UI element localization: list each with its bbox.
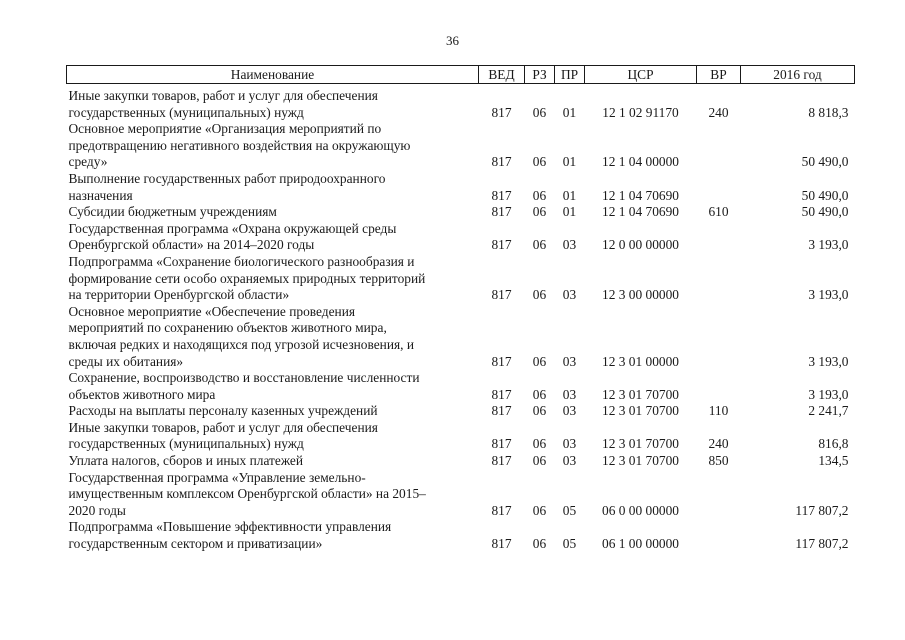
table-row <box>67 470 855 520</box>
header-pr: ПР <box>555 66 585 84</box>
row-rz: 06 <box>532 287 547 303</box>
row-ved: 817 <box>491 154 512 170</box>
row-amount: 3 193,0 <box>808 237 849 253</box>
row-rz: 06 <box>532 154 547 170</box>
row-csr: 12 3 01 70700 <box>602 436 679 452</box>
table-row <box>67 420 855 453</box>
row-name-line: Подпрограмма «Сохранение биологического разнообразия и <box>68 253 415 269</box>
row-name-line: государственных (муниципальных) нужд <box>68 104 304 120</box>
row-name <box>67 121 479 171</box>
row-pr: 01 <box>562 154 577 170</box>
row-ved: 817 <box>491 386 512 402</box>
table-row <box>67 121 855 171</box>
row-name <box>67 304 479 370</box>
row-rz: 06 <box>532 204 547 220</box>
row-name-line: Расходы на выплаты персоналу казенных учреждений <box>68 403 378 419</box>
row-ved: 817 <box>491 353 512 369</box>
row-ved: 817 <box>491 453 512 469</box>
row-vr <box>697 221 741 254</box>
table-row <box>67 453 855 470</box>
row-rz: 06 <box>532 436 547 452</box>
row-name-line: объектов животного мира <box>68 386 216 402</box>
table-row <box>67 304 855 370</box>
row-amount: 50 490,0 <box>801 204 849 220</box>
row-name <box>67 171 479 204</box>
row-name-line: назначения <box>68 187 133 203</box>
row-name <box>67 453 479 470</box>
row-name-line: Основное мероприятие «Организация мероприятий по <box>68 121 382 137</box>
row-pr: 03 <box>562 287 577 303</box>
row-rz: 06 <box>532 403 547 419</box>
header-rz: РЗ <box>525 66 555 84</box>
row-vr <box>697 171 741 204</box>
row-ved: 817 <box>491 237 512 253</box>
row-ved: 817 <box>491 536 512 552</box>
table-row <box>67 403 855 420</box>
row-amount: 2 241,7 <box>808 403 849 419</box>
table-row <box>67 204 855 221</box>
row-rz: 06 <box>532 536 547 552</box>
row-vr <box>697 254 741 304</box>
table-row <box>67 370 855 403</box>
header-year: 2016 год <box>741 66 855 84</box>
row-pr: 05 <box>562 536 577 552</box>
row-name-line: предотвращению негативного воздействия на окружающую <box>68 137 411 153</box>
row-name-line: имущественным комплексом Оренбургской области» на 2015– <box>68 486 426 502</box>
row-rz: 06 <box>532 237 547 253</box>
row-csr: 12 3 01 70700 <box>602 453 679 469</box>
row-vr <box>697 519 741 552</box>
header-name: Наименование <box>67 66 479 84</box>
row-name-line: государственным сектором и приватизации» <box>68 536 323 552</box>
row-ved: 817 <box>491 403 512 419</box>
row-name-line: Выполнение государственных работ природоохранного <box>68 170 386 186</box>
row-pr: 03 <box>562 353 577 369</box>
row-name-line: мероприятий по сохранению объектов животного мира, <box>68 320 387 336</box>
row-pr: 03 <box>562 237 577 253</box>
row-vr <box>697 121 741 171</box>
row-name-line: Подпрограмма «Повышение эффективности управления <box>68 519 392 535</box>
row-amount: 134,5 <box>818 453 849 469</box>
table-header <box>67 66 855 84</box>
row-amount: 3 193,0 <box>808 386 849 402</box>
row-name-line: государственных (муниципальных) нужд <box>68 436 304 452</box>
row-csr: 12 0 00 00000 <box>602 237 679 253</box>
row-name-line: Государственная программа «Охрана окружающей среды <box>68 220 397 236</box>
row-name <box>67 254 479 304</box>
table-row <box>67 84 855 122</box>
row-name-line: Иные закупки товаров, работ и услуг для обеспечения <box>68 419 378 435</box>
row-csr: 12 1 02 91170 <box>602 104 679 120</box>
row-vr <box>697 304 741 370</box>
row-amount: 3 193,0 <box>808 353 849 369</box>
row-name <box>67 420 479 453</box>
row-vr: 610 <box>708 204 729 220</box>
row-name-line: Субсидии бюджетным учреждениям <box>68 204 277 220</box>
row-name-line: Иные закупки товаров, работ и услуг для обеспечения <box>68 88 378 103</box>
row-pr: 03 <box>562 436 577 452</box>
row-pr: 01 <box>562 204 577 220</box>
row-name-line: Уплата налогов, сборов и иных платежей <box>68 453 304 469</box>
row-pr: 03 <box>562 386 577 402</box>
row-ved: 817 <box>491 104 512 120</box>
row-pr: 05 <box>562 502 577 518</box>
row-vr: 240 <box>708 104 729 120</box>
header-ved: ВЕД <box>479 66 525 84</box>
row-csr: 12 1 04 70690 <box>602 204 679 220</box>
header-vr: ВР <box>697 66 741 84</box>
row-rz: 06 <box>532 386 547 402</box>
row-name-line: 2020 годы <box>68 502 126 518</box>
row-name <box>67 204 479 221</box>
row-name-line: формирование сети особо охраняемых природных территорий <box>68 270 426 286</box>
row-name-line: Оренбургской области» на 2014–2020 годы <box>68 237 315 253</box>
row-amount: 50 490,0 <box>801 154 849 170</box>
row-name-line: Основное мероприятие «Обеспечение проведения <box>68 303 356 319</box>
row-ved: 817 <box>491 502 512 518</box>
row-vr: 850 <box>708 453 729 469</box>
row-amount: 117 807,2 <box>795 536 849 552</box>
row-pr: 03 <box>562 453 577 469</box>
row-pr: 03 <box>562 403 577 419</box>
table-body <box>67 84 855 553</box>
row-name <box>67 403 479 420</box>
row-csr: 12 3 01 70700 <box>602 403 679 419</box>
row-name <box>67 221 479 254</box>
row-ved: 817 <box>491 204 512 220</box>
row-rz: 06 <box>532 502 547 518</box>
row-name-line: включая редких и находящихся под угрозой исчезновения, и <box>68 336 415 352</box>
row-csr: 06 0 00 00000 <box>602 502 679 518</box>
row-amount: 816,8 <box>818 436 849 452</box>
row-amount: 3 193,0 <box>808 287 849 303</box>
row-name <box>67 84 479 122</box>
row-vr <box>697 470 741 520</box>
row-pr: 01 <box>562 104 577 120</box>
row-name-line: среду» <box>68 154 108 170</box>
row-csr: 06 1 00 00000 <box>602 536 679 552</box>
row-amount: 8 818,3 <box>808 104 849 120</box>
row-rz: 06 <box>532 104 547 120</box>
row-name-line: Государственная программа «Управление земельно- <box>68 469 366 485</box>
table-row <box>67 519 855 552</box>
row-rz: 06 <box>532 187 547 203</box>
row-csr: 12 3 00 00000 <box>602 287 679 303</box>
page-number: 36 <box>446 33 459 48</box>
header-csr: ЦСР <box>585 66 697 84</box>
row-amount: 117 807,2 <box>795 502 849 518</box>
row-csr: 12 3 01 70700 <box>602 386 679 402</box>
row-csr: 12 3 01 00000 <box>602 353 679 369</box>
row-ved: 817 <box>491 187 512 203</box>
row-csr: 12 1 04 70690 <box>602 187 679 203</box>
row-rz: 06 <box>532 353 547 369</box>
row-vr <box>697 370 741 403</box>
row-vr: 240 <box>708 436 729 452</box>
row-name <box>67 470 479 520</box>
row-rz: 06 <box>532 453 547 469</box>
row-name-line: на территории Оренбургской области» <box>68 287 290 303</box>
row-ved: 817 <box>491 436 512 452</box>
row-name <box>67 519 479 552</box>
table-row <box>67 171 855 204</box>
budget-table <box>66 65 855 553</box>
table-row <box>67 254 855 304</box>
row-ved: 817 <box>491 287 512 303</box>
row-csr: 12 1 04 00000 <box>602 154 679 170</box>
row-name-line: среды их обитания» <box>68 353 184 369</box>
row-amount: 50 490,0 <box>801 187 849 203</box>
row-name <box>67 370 479 403</box>
row-pr: 01 <box>562 187 577 203</box>
row-name-line: Сохранение, воспроизводство и восстановление численности <box>68 370 420 386</box>
table-row <box>67 221 855 254</box>
row-vr: 110 <box>708 403 729 419</box>
